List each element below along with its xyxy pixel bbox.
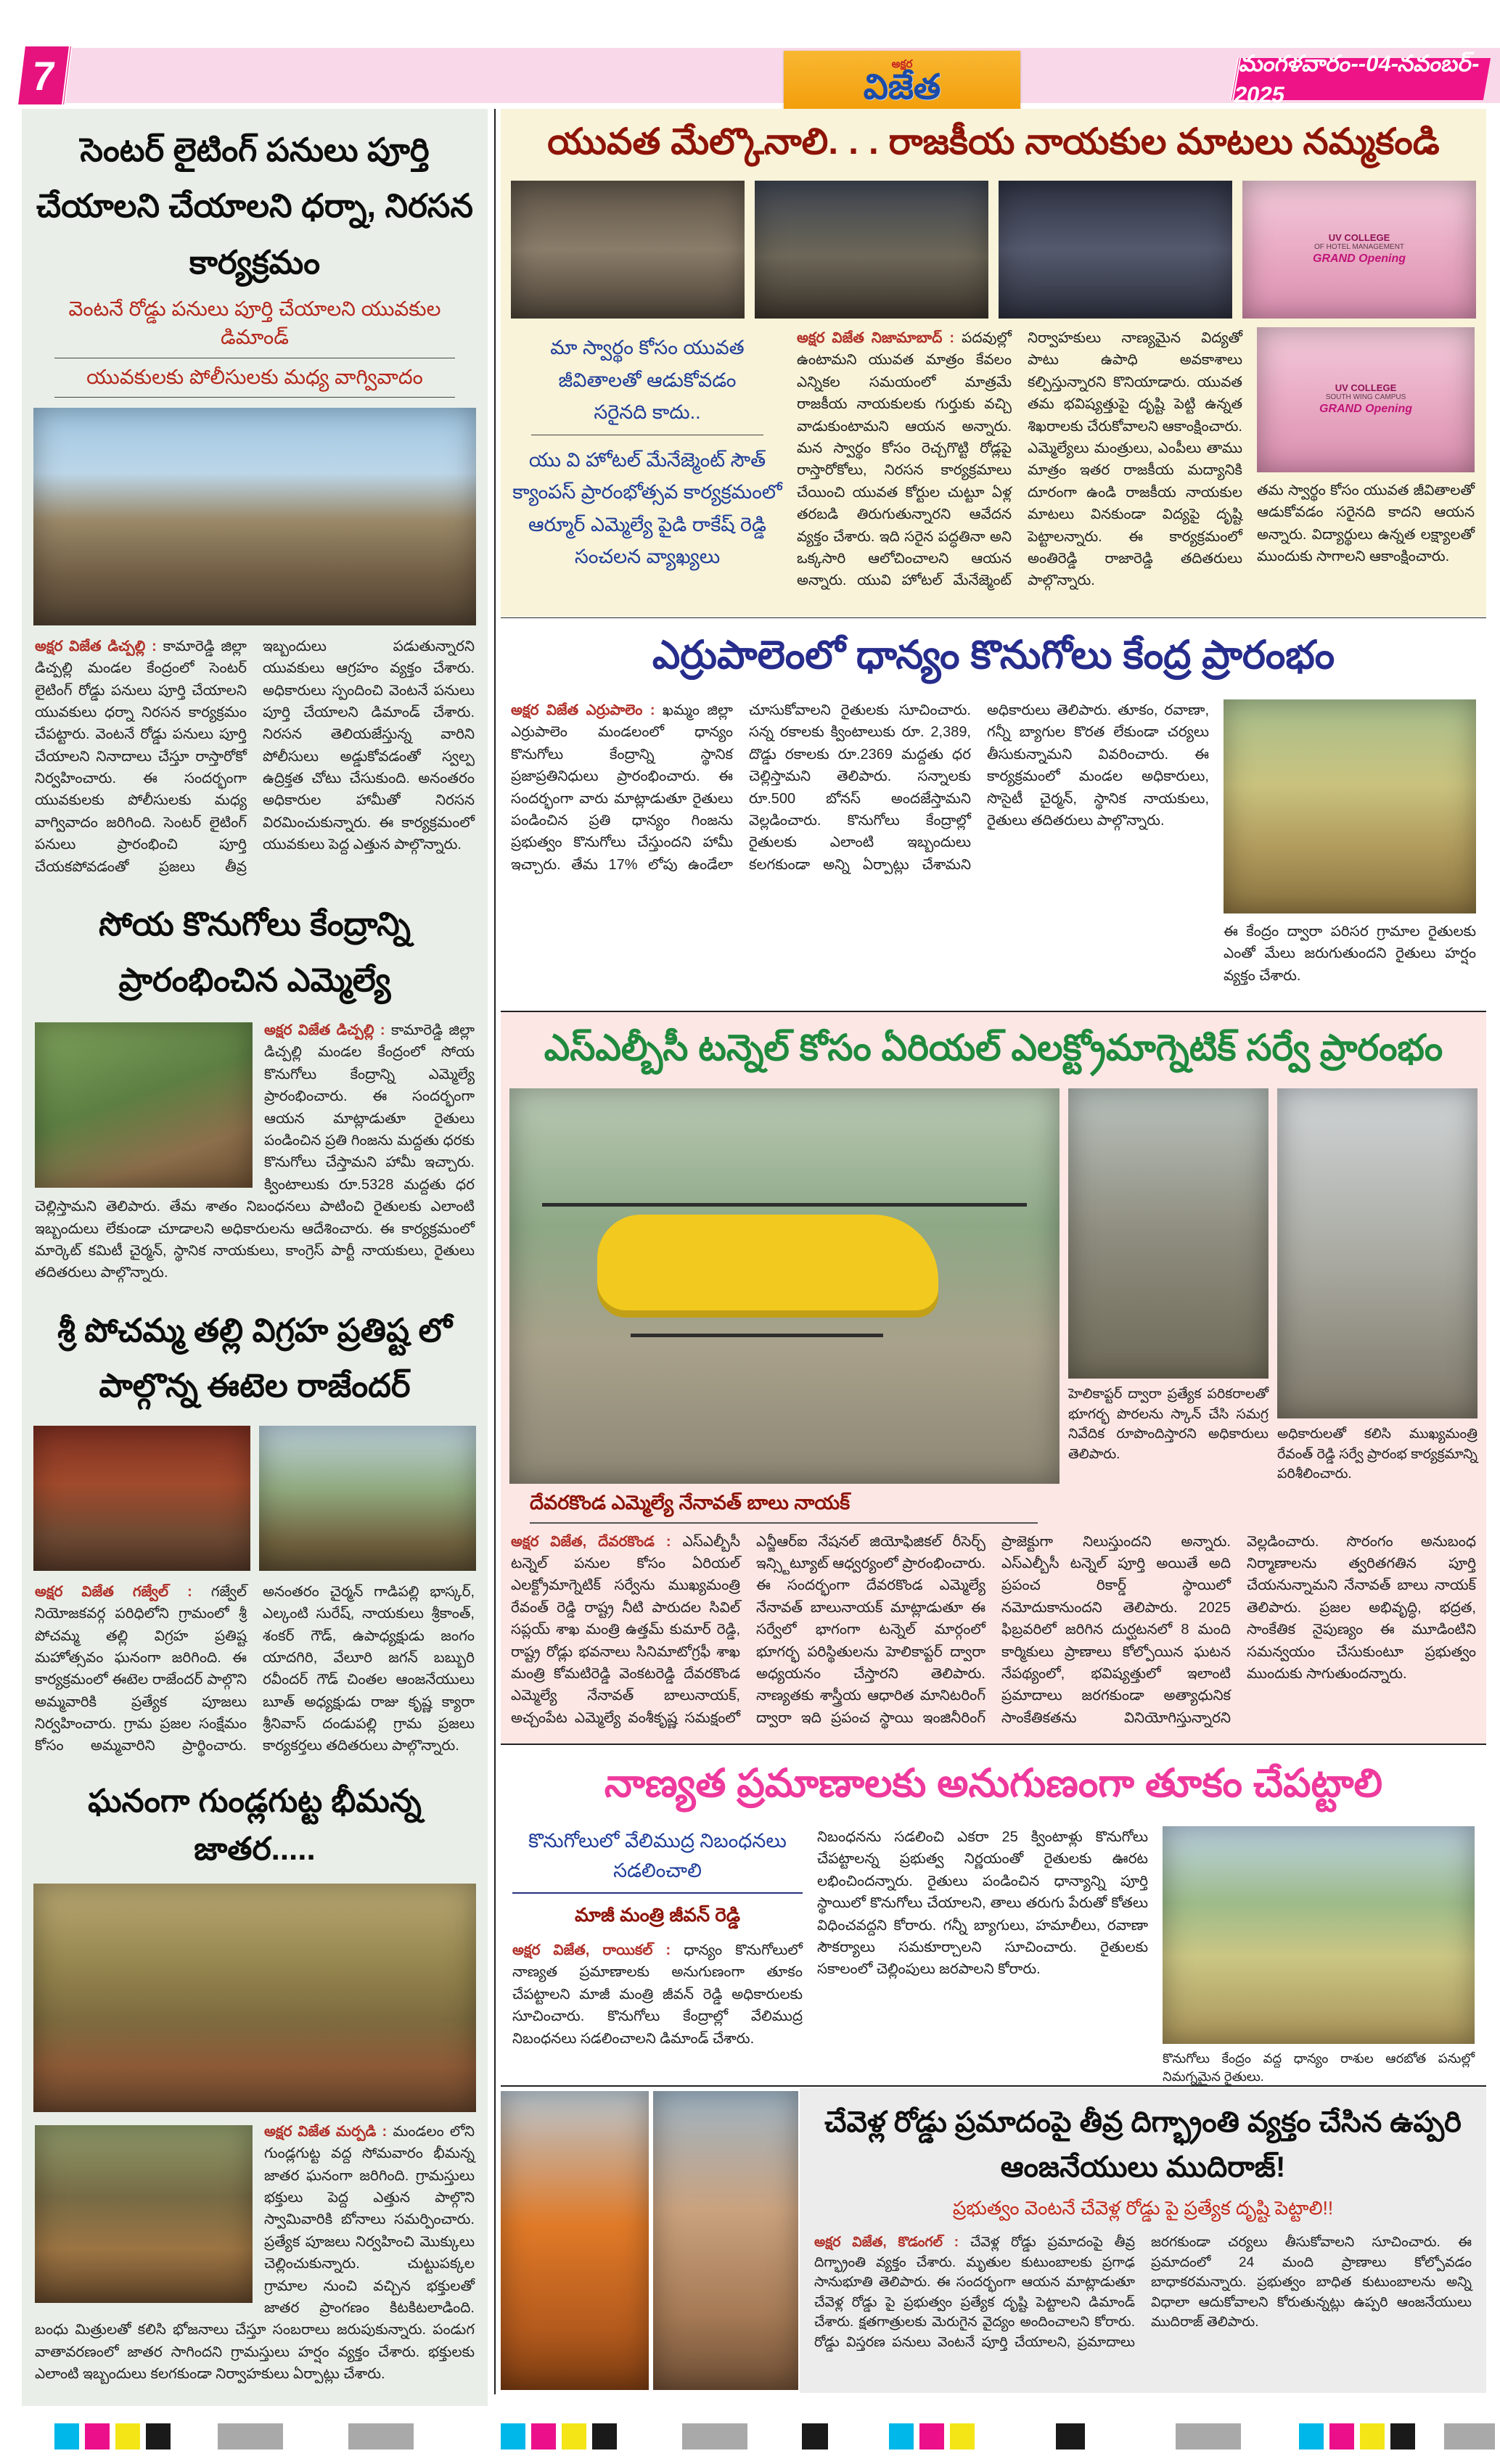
slbc-photos bbox=[501, 1088, 1486, 1484]
uv-campus-line2: SOUTH WING CAMPUS bbox=[1325, 393, 1406, 402]
registration-mark-magenta bbox=[1329, 2423, 1354, 2449]
photo-ribbon-cutting bbox=[511, 181, 745, 319]
yuvata-subhead2: యు వి హోటల్ మేనేజ్మెంట్ సౌత్ క్యాంపస్ ప్రారంభోత్సవ కార్యక్రమంలో ఆర్మూర్ ఎమ్మెల్యే పైడి రాకేష్ రెడ్డి సంచలన వ్యాఖ్యలు bbox=[512, 448, 782, 568]
photo-uv-campus-group bbox=[1257, 327, 1475, 472]
photo-speaker-closeup bbox=[653, 2091, 798, 2390]
registration-mark-yellow bbox=[115, 2423, 140, 2449]
registration-mark-black bbox=[802, 2423, 828, 2449]
chevella-subhead: ప్రభుత్వం వెంటనే చేవెళ్ల రోడ్డు పై ప్రత్యేక దృష్టి పెట్టాలి!! bbox=[952, 2197, 1334, 2219]
registration-mark-cyan bbox=[501, 2423, 525, 2449]
chevella-body bbox=[814, 2233, 1472, 2352]
helicopter-body bbox=[597, 1215, 938, 1318]
registration-mark-cyan bbox=[54, 2423, 79, 2449]
dhanyam-body-text: ఖమ్మం జిల్లా ఎర్రుపాలెం మండలంలో ధాన్యం కొనుగోలు కేంద్రాన్ని స్థానిక ప్రజాప్రతినిధులు ప్రారంభించారు. ఈ సందర్భంగా వారు మాట్లాడుతూ రైతులు పండించిన ప్రతి ధాన్యం గింజను ప్రభుత్వం కొనుగోలు చేస్తుందని హామీ ఇచ్చారు. తేమ 17% లోపు ఉండేలా చూసుకోవాలని రైతులకు సూచించారు. సన్న రకాలకు క్వింటాలుకు రూ. 2,389, దొడ్డు రకాలకు రూ.2369 మద్దతు ధర చెల్లిస్తామని తెలిపారు. సన్నాలకు రూ.500 బోనస్ అందజేస్తామని వెల్లడించారు. కొనుగోలు కేంద్రాల్లో రైతులకు ఎలాంటి ఇబ్బందులు కలగకుండా అన్ని ఏర్పాట్లు చేశామని అధికారులు తెలిపారు. తూకం, రవాణా, గన్నీ బ్యాగుల కొరత లేకుండా చర్యలు తీసుకున్నామని వివరించారు. ఈ కార్యక్రమంలో మండల అధికారులు, సొసైటీ చైర్మన్, స్థానిక నాయకులు, రైతులు తదితరులు పాల్గొన్నారు. bbox=[511, 702, 1209, 873]
yuvata-byline: అక్షర విజేత నిజామాబాద్ : bbox=[797, 330, 955, 346]
photo-helicopter bbox=[509, 1088, 1060, 1484]
photo-jatara-rituals bbox=[35, 2125, 253, 2303]
registration-mark-magenta bbox=[531, 2423, 556, 2449]
photo-idol-installation bbox=[33, 1426, 250, 1571]
quality-body: నిబంధనను సడలించి ఎకరా 25 క్వింటాళ్లు కొనుగోలు చేపట్టాలన్న ప్రభుత్వ నిర్ణయంతో రైతులకు ఊరట లభించిందన్నారు. రైతులు పండించిన ధాన్యాన్ని పూర్తి స్థాయిలో కొనుగోలు చేయాలని, తాలు తరుగు పేరుతో కోతలు విధించవద్దని కోరారు. గన్నీ బ్యాగులు, హమాలీలు, రవాణా సౌకర్యాలు సమకూర్చాలని సూచించారు. రైతులకు సకాలంలో చెల్లింపులు జరపాలని కోరారు. bbox=[817, 1829, 1148, 1978]
photo-paddy-heaps bbox=[1163, 1826, 1475, 2044]
registration-mark-grey bbox=[348, 2423, 414, 2449]
slbc-side2: అధికారులతో కలిసి ముఖ్యమంత్రి రేవంత్ రెడ్డి సర్వే ప్రారంభ కార్యక్రమాన్ని పరిశీలించారు. bbox=[1277, 1426, 1478, 1482]
photo-soya-center-opening bbox=[35, 1022, 253, 1188]
article1-byline: అక్షర విజేత డిచ్పల్లి : bbox=[35, 638, 157, 654]
article3-body-text: గజ్వేల్ నియోజకవర్గ పరిధిలోని గ్రామంలో శ్రీ పోచమ్మ తల్లి విగ్రహ ప్రతిష్ట మహోత్సవం ఘనంగా జరిగింది. ఈ కార్యక్రమంలో ఈటెల రాజేందర్ పాల్గొని అమ్మవారికి ప్రత్యేక పూజలు నిర్వహించారు. గ్రామ ప్రజల సంక్షేమం కోసం అమ్మవారిని ప్రార్థించారు. అనంతరం చైర్మన్ గాడిపల్లి భాస్కర్, ఎల్కంటి సురేష్, నాయకులు శ్రీకాంత్, శంకర్ గౌడ్, ఉపాధ్యక్షుడు జంగం యాదగిరి, వేలూరి జగన్ బబ్బురి రవీందర్ గౌడ్ చింతల ఆంజనేయులు బూత్ అధ్యక్షుడు రాజు కృష్ణ క్యారా శ్రీనివాస్ దండుపల్లి గ్రామ ప్రజలు కార్యకర్తలు తదితరులు పాల్గొన్నారు. bbox=[35, 1583, 475, 1754]
photo-anjaneyulu-portrait bbox=[501, 2091, 649, 2390]
chevella-headline: చేవెళ్ల రోడ్డు ప్రమాదంపై తీవ్ర దిగ్భ్రాంతి వ్యక్తం చేసిన ఉప్పరి ఆంజనేయులు ముదిరాజ్! bbox=[824, 2106, 1462, 2183]
article1-subhead2: యువకులకు పోలీసులకు మధ్య వాగ్వివాదం bbox=[54, 363, 455, 398]
chevella-body-text: చేవెళ్ల రోడ్డు ప్రమాదంపై తీవ్ర దిగ్భ్రాంతి వ్యక్తం చేశారు. మృతుల కుటుంబాలకు ప్రగాఢ సానుభూతి తెలిపారు. ఈ సందర్భంగా ఆయన మాట్లాడుతూ చేవెళ్ల రోడ్డు పై ప్రభుత్వం ప్రత్యేక దృష్టి పెట్టాలని డిమాండ్ చేశారు. క్షతగాత్రులకు మెరుగైన వైద్యం అందించాలని కోరారు. రోడ్డు విస్తరణ పనులు వెంటనే పూర్తి చేయాలని, ప్రమాదాలు జరగకుండా చర్యలు తీసుకోవాలని సూచించారు. ఈ ప్రమాదంలో 24 మంది ప్రాణాలు కోల్పోవడం బాధాకరమన్నారు. ప్రభుత్వం బాధిత కుటుంబాలను అన్ని విధాలా ఆదుకోవాలని కోరుతున్నట్లు ఉప్పరి ఆంజనేయులు ముదిరాజ్ తెలిపారు. bbox=[814, 2235, 1472, 2350]
uv-poster-line1: UV COLLEGE bbox=[1328, 231, 1390, 243]
article1-headline: సెంటర్ లైటింగ్ పనులు పూర్తి చేయాలని చేయాలని ధర్నా, నిరసన కార్యక్రమం bbox=[36, 131, 473, 281]
registration-mark-yellow bbox=[950, 2423, 975, 2449]
yuvata-content bbox=[501, 319, 1486, 592]
quality-lead bbox=[512, 1939, 803, 2050]
article-chevella bbox=[501, 2088, 1486, 2393]
quality-lead-text: ధాన్యం కొనుగోలులో నాణ్యత ప్రమాణాలకు అనుగుణంగా తూకం చేపట్టాలని మాజీ మంత్రి జీవన్ రెడ్డి అధికారులకు సూచించారు. కొనుగోలు కేంద్రాల్లో వేలిముద్ర నిబంధనలు సడలించాలని డిమాండ్ చేశారు. bbox=[512, 1942, 803, 2047]
uv-poster-line3: GRAND Opening bbox=[1313, 252, 1406, 266]
article-slbc bbox=[501, 1012, 1486, 1744]
article4-body-text: మండలం లోని గుండ్లగుట్ట వద్ద సోమవారం భీమన్న జాతర ఘనంగా జరిగింది. గ్రామస్తులు భక్తులు పెద్ద ఎత్తున పాల్గొని స్వామివారికి బోనాలు సమర్పించారు. ప్రత్యేక పూజలు నిర్వహించి మొక్కులు చెల్లించుకున్నారు. చుట్టుపక్కల గ్రామాల నుంచి వచ్చిన భక్తులతో జాతర ప్రాంగణం కిటకిటలాడింది. బంధు మిత్రులతో కలిసి భోజనాలు చేస్తూ సంబరాలు జరుపుకున్నారు. పండుగ వాతావరణంలో జాతర సాగిందని గ్రామస్తులు హర్షం వ్యక్తం చేశారు. భక్తులకు ఎలాంటి ఇబ్బందులు కలగకుండా నిర్వాహకులు ఏర్పాట్లు చేశారు. bbox=[35, 2123, 475, 2383]
quality-right-column bbox=[1163, 1826, 1475, 2086]
helicopter-skid bbox=[631, 1334, 884, 1337]
slbc-side1: హెలికాప్టర్ ద్వారా ప్రత్యేక పరికరాలతో భూగర్భ పొరలను స్కాన్ చేసి సమగ్ర నివేదిక రూపొందిస్తారని అధికారులు తెలిపారు. bbox=[1068, 1387, 1269, 1462]
article-quality bbox=[501, 1745, 1486, 2084]
photo-uv-college-poster bbox=[1242, 181, 1476, 319]
article3-headline: శ్రీ పోచమ్మ తల్లి విగ్రహ ప్రతిష్ట లో పాల్గొన్న ఈటెల రాజేందర్ bbox=[57, 1311, 452, 1405]
yuvata-right-column bbox=[1257, 327, 1475, 592]
dhanyam-body bbox=[511, 699, 1209, 987]
page-number: 7 bbox=[18, 46, 73, 104]
photo-grain-center bbox=[1224, 699, 1476, 913]
chevella-panel bbox=[800, 2088, 1486, 2393]
helicopter-rotor bbox=[542, 1203, 1026, 1207]
slbc-body-text: ఎస్ఎల్బీసీ టన్నెల్ పనుల కోసం ఏరియల్ ఎలక్ట్రోమాగ్నెటిక్ సర్వేను ముఖ్యమంత్రి రేవంత్ రెడ్డి రాష్ట్ర నీటి పారుదల సివిల్ సప్లయ్ శాఖ మంత్రి ఉత్తమ్ కుమార్ రెడ్డి, రాష్ట్ర రోడ్లు భవనాలు సినిమాటోగ్రఫీ శాఖ మంత్రి కోమటిరెడ్డి వెంకటరెడ్డి దేవరకొండ ఎమ్మెల్యే నేనావత్ బాలునాయక్, అచ్చంపేట ఎమ్మెల్యే వంశీకృష్ణ సమక్షంలో ఎన్జీఆర్ఐ నేషనల్ జియోఫిజికల్ రీసెర్చ్ ఇన్స్టిట్యూట్ ఆధ్వర్యంలో ప్రారంభించారు. ఈ సందర్భంగా దేవరకొండ ఎమ్మెల్యే నేనావత్ బాలునాయక్ మాట్లాడుతూ ఈ సర్వేలో భాగంగా టన్నెల్ మార్గంలో భూగర్భ పరిస్థితులను హెలికాప్టర్ ద్వారా అధ్యయనం చేస్తారని తెలిపారు. నాణ్యతకు శాస్త్రీయ ఆధారిత మానిటరింగ్ ద్వారా ఇది ప్రపంచ స్థాయి ఇంజినీరింగ్ ప్రాజెక్టుగా నిలుస్తుందని అన్నారు. ఎస్ఎల్బీసీ టన్నెల్ పూర్తి అయితే అది ప్రపంచ రికార్డ్ స్థాయిలో నమోదుకానుందని తెలిపారు. 2025 ఫిబ్రవరిలో జరిగిన దుర్ఘటనలో 8 మంది కార్మికులు ప్రాణాలు కోల్పోయిన ఘటన నేపథ్యంలో, భవిష్యత్తులో ఇలాంటి ప్రమాదాలు జరగకుండా అత్యాధునిక సాంకేతికతను వినియోగిస్తున్నారని వెల్లడించారు. సొరంగం అనుబంధ నిర్మాణాలను త్వరితగతిన పూర్తి చేయనున్నామని నేనావత్ బాలు నాయక్ తెలిపారు. ప్రజల అభివృద్ధి, భద్రత, సాంకేతిక నైపుణ్యం ఈ మూడింటిని సమన్వయం చేసుకుంటూ ప్రభుత్వం ముందుకు సాగుతుందన్నారు. bbox=[511, 1533, 1476, 1726]
photo-jatara-crowd bbox=[33, 1884, 476, 2112]
slbc-right-column bbox=[1277, 1088, 1478, 1484]
registration-bar bbox=[0, 2422, 1500, 2454]
slbc-mid-column bbox=[1068, 1088, 1269, 1484]
article3-byline: అక్షర విజేత గజ్వేల్ : bbox=[35, 1583, 192, 1600]
article2-body-text: కామారెడ్డి జిల్లా డిచ్పల్లి మండల కేంద్రంలో సోయ కొనుగోలు కేంద్రాన్ని ఎమ్మెల్యే ప్రారంభించారు. ఈ సందర్భంగా ఆయన మాట్లాడుతూ రైతులు పండించిన ప్రతి గింజను మద్దతు ధరకు కొనుగోలు చేస్తామని హామీ ఇచ్చారు. క్వింటాలుకు రూ.5328 మద్దతు ధర చెల్లిస్తామని తెలిపారు. తేమ శాతం నిబంధనలు పాటించి రైతులకు ఎలాంటి ఇబ్బందులు లేకుండా చూడాలని అధికారులను ఆదేశించారు. ఈ కార్యక్రమంలో మార్కెట్ కమిటీ చైర్మన్, స్థానిక నాయకులు, కాంగ్రెస్ పార్టీ నాయకులు, రైతులు తదితరులు పాల్గొన్నారు. bbox=[35, 1022, 475, 1281]
yuvata-body bbox=[797, 327, 1242, 592]
chevella-byline: అక్షర విజేత, కొడంగల్ : bbox=[814, 2235, 959, 2250]
edition-date: మంగళవారం--04-నవంబర్- 2025 bbox=[1230, 58, 1491, 100]
slbc-headline: ఎస్ఎల్బీసీ టన్నెల్ కోసం ఏరియల్ ఎలక్ట్రోమాగ్నెటిక్ సర్వే ప్రారంభం bbox=[544, 1027, 1443, 1068]
helicopter-photo-caption: దేవరకొండ ఎమ్మెల్యే నేనావత్ బాలు నాయక్ bbox=[530, 1491, 851, 1514]
yuvata-subhead1: మా స్వార్థం కోసం యువత జీవితాలతో ఆడుకోవడం సరైనది కాదు.. bbox=[531, 332, 763, 435]
dhanyam-content bbox=[501, 699, 1486, 987]
photo-dignitaries-group bbox=[755, 181, 988, 319]
registration-mark-black bbox=[146, 2423, 171, 2449]
quality-content bbox=[501, 1826, 1486, 2086]
slbc-byline: అక్షర విజేత, దేవరకొండ : bbox=[511, 1533, 671, 1550]
dhanyam-headline: ఎర్రుపాలెంలో ధాన్యం కొనుగోలు కేంద్ర ప్రారంభం bbox=[652, 633, 1335, 677]
yuvata-photos bbox=[501, 181, 1486, 319]
left-column bbox=[22, 109, 488, 2406]
registration-mark-grey bbox=[682, 2423, 747, 2449]
dhanyam-side-text: ఈ కేంద్రం ద్వారా పరిసర గ్రామాల రైతులకు ఎంతో మేలు జరుగుతుందని రైతులు హర్షం వ్యక్తం చేశారు. bbox=[1224, 924, 1476, 984]
registration-mark-grey bbox=[218, 2423, 283, 2449]
slbc-body bbox=[501, 1524, 1486, 1730]
dhanyam-byline: అక్షర విజేత ఎర్రుపాలెం : bbox=[511, 702, 655, 718]
article4-headline: ఘనంగా గుండ్లగుట్ట భీమన్న జాతర..... bbox=[88, 1783, 422, 1867]
newspaper-logo bbox=[784, 51, 1020, 115]
article1-body-text: కామారెడ్డి జిల్లా డిచ్పల్లి మండల కేంద్రంలో సెంటర్ లైటింగ్ రోడ్డు పనులు పూర్తి చేయాలని యువకులు ధర్నా నిరసన కార్యక్రమం చేపట్టారు. వెంటనే రోడ్డు పనులు పూర్తి చేయాలని నినాదాలు చేస్తూ రాస్తారోకో నిర్వహించారు. ఈ సందర్భంగా యువకులకు పోలీసులకు మధ్య వాగ్వివాదం జరిగింది. సెంటర్ లైటింగ్ పనులు ప్రారంభించి పూర్తి చేయకపోవడంతో ప్రజలు తీవ్ర ఇబ్బందులు పడుతున్నారని యువకులు ఆగ్రహం వ్యక్తం చేశారు. అధికారులు స్పందించి వెంటనే పనులు పూర్తి చేయాలని డిమాండ్ చేశారు. నిరసన తెలియజేస్తున్న వారిని పోలీసులు అడ్డుకోవడంతో స్వల్ప ఉద్రిక్తత చోటు చేసుకుంది. అనంతరం అధికారుల హామీతో నిరసన విరమించుకున్నారు. ఈ కార్యక్రమంలో యువకులు పెద్ద ఎత్తున పాల్గొన్నారు. bbox=[35, 638, 475, 875]
yuvata-body2: తమ స్వార్థం కోసం యువత జీవితాలతో ఆడుకోవడం సరైనది కాదని ఆయన అన్నారు. విద్యార్థులు ఉన్నత లక్ష్యాలతో ముందుకు సాగాలని ఆకాంక్షించారు. bbox=[1257, 482, 1475, 565]
registration-mark-black bbox=[1390, 2423, 1415, 2449]
quality-byline: అక్షర విజేత, రాయికల్ : bbox=[512, 1942, 671, 1958]
registration-mark-magenta bbox=[919, 2423, 944, 2449]
section-rule-4 bbox=[501, 2085, 1486, 2087]
quality-subhead2: మాజీ మంత్రి జీవన్ రెడ్డి bbox=[575, 1904, 740, 1926]
article4-body bbox=[22, 2112, 488, 2386]
column-divider bbox=[494, 109, 496, 2394]
article4-byline: అక్షర విజేత మర్పడి : bbox=[264, 2123, 388, 2140]
uv-campus-line3: GRAND Opening bbox=[1319, 403, 1412, 416]
article1-subhead1: వెంటనే రోడ్డు పనులు పూర్తి చేయాలని యువకుల డిమాండ్ bbox=[54, 295, 455, 358]
article3-body bbox=[22, 1571, 488, 1757]
yuvata-headline: యువత మేల్కొనాలి. . . రాజకీయ నాయకుల మాటలు నమ్మకండి bbox=[547, 121, 1440, 162]
uv-campus-line1: UV COLLEGE bbox=[1335, 382, 1397, 393]
registration-mark-yellow bbox=[1360, 2423, 1385, 2449]
registration-mark-magenta bbox=[85, 2423, 110, 2449]
article-dhanyam bbox=[501, 618, 1486, 1011]
article2-headline: సోయ కొనుగోలు కేంద్రాన్ని ప్రారంభించిన ఎమ్మెల్యే bbox=[99, 905, 411, 998]
registration-mark-black bbox=[1056, 2423, 1085, 2449]
article2-byline: అక్షర విజేత డిచ్పల్లి : bbox=[264, 1022, 385, 1039]
registration-mark-cyan bbox=[889, 2423, 914, 2449]
yuvata-body-text: పదవుల్లో ఉంటామని యువత మాత్రం కేవలం ఎన్నికల సమయంలో మాత్రమే రాజకీయ నాయకులకు గుర్తుకు వచ్చి వాడుకుంటామని ఆయన అన్నారు. మన స్వార్థం కోసం రెచ్చగొట్టి రోడ్లపై రాస్తారోకోలు, నిరసన కార్యక్రమాలు చేయించి యువత కోర్టుల చుట్టూ ఏళ్ల తరబడి తిరుగుతున్నారని ఆవేదన వ్యక్తం చేశారు. ఇది సరైన పద్ధతినా అని ఒక్కసారి ఆలోచించాలని ఆయన అన్నారు. యువి హోటల్ మేనేజ్మెంట్ నిర్వాహకులు నాణ్యమైన విద్యతో పాటు ఉపాధి అవకాశాలు కల్పిస్తున్నారని కొనియాడారు. యువత తమ భవిష్యత్తుపై దృష్టి పెట్టి ఉన్నత శిఖరాలకు చేరుకోవాలని ఆకాంక్షించారు. ఎమ్మెల్యేలు మంత్రులు, ఎంపీలు తాము మాత్రం ఇతర రాజకీయ మద్యానికి దూరంగా ఉండి రాజకీయ నాయకుల మాటలు వినకుండా విద్యపై దృష్టి పెట్టాలన్నారు. ఈ కార్యక్రమంలో అంతిరెడ్డి రాజారెడ్డి తదితరులు పాల్గొన్నారు. bbox=[797, 330, 1242, 589]
logo-main-text: విజేత bbox=[863, 68, 941, 107]
registration-mark-grey bbox=[1444, 2423, 1495, 2449]
photo-protest-crowd bbox=[33, 408, 476, 625]
quality-left-column bbox=[512, 1826, 803, 2086]
article3-photos bbox=[22, 1414, 488, 1571]
photo-etela-rajender-group bbox=[259, 1426, 476, 1571]
quality-side-text: కొనుగోలు కేంద్రం వద్ద ధాన్యం రాశుల ఆరబోత పనుల్లో నిమగ్నమైన రైతులు. bbox=[1163, 2051, 1475, 2085]
registration-mark-black bbox=[592, 2423, 617, 2449]
registration-mark-cyan bbox=[1299, 2423, 1324, 2449]
article-yuvata bbox=[501, 109, 1486, 617]
logo-top-text: అక్షర bbox=[891, 58, 913, 71]
registration-mark-grey bbox=[1176, 2423, 1241, 2449]
yuvata-subheads bbox=[512, 327, 782, 592]
uv-poster-line2: OF HOTEL MANAGEMENT bbox=[1313, 243, 1405, 252]
photo-cm-walking bbox=[1277, 1088, 1478, 1418]
quality-subhead1: కొనుగోలులో వేలిముద్ర నిబంధనలు సడలించాలి bbox=[512, 1826, 803, 1894]
article1-body bbox=[22, 625, 488, 878]
quality-headline: నాణ్యత ప్రమాణాలకు అనుగుణంగా తూకం చేపట్టాలి bbox=[604, 1762, 1383, 1805]
photo-officials-group bbox=[1068, 1088, 1269, 1379]
registration-mark-yellow bbox=[562, 2423, 586, 2449]
article2-body bbox=[22, 1008, 488, 1284]
photo-stage-event bbox=[999, 181, 1232, 319]
dhanyam-right-column bbox=[1224, 699, 1476, 987]
